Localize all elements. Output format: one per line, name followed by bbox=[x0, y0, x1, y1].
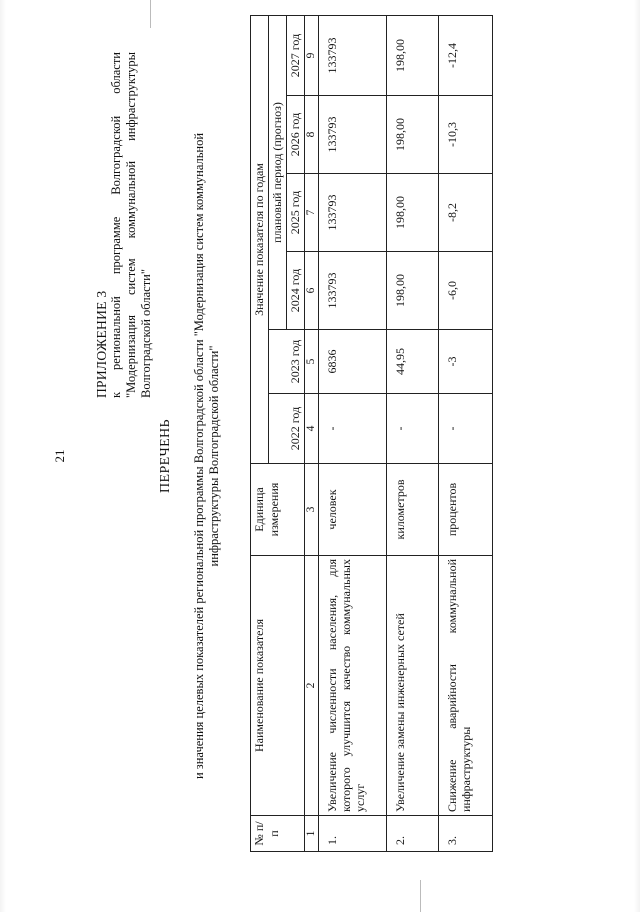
row-value-2026: 198,00 bbox=[387, 96, 439, 174]
row-value-2027: 133793 bbox=[319, 15, 387, 95]
column-number: 2 bbox=[305, 556, 319, 816]
subheading-line-2: инфраструктуры Волгоградской области" bbox=[207, 345, 221, 567]
header-unit: Единица измерения bbox=[251, 464, 305, 556]
appendix-line-1: к региональной программе Волгоградской области bbox=[109, 52, 123, 398]
row-unit: километров bbox=[387, 464, 439, 556]
row-value-2022: - bbox=[387, 394, 439, 464]
column-number: 6 bbox=[305, 252, 319, 330]
header-year-2026: 2026 год bbox=[287, 96, 305, 174]
row-value-2027: -12,4 bbox=[439, 15, 493, 95]
table-row bbox=[387, 15, 439, 851]
row-value-2024: 198,00 bbox=[387, 252, 439, 330]
header-year-2027: 2027 год bbox=[287, 15, 305, 95]
column-number: 5 bbox=[305, 330, 319, 394]
appendix-line-3: Волгоградской области" bbox=[139, 269, 153, 398]
header-name: Наименование показателя bbox=[251, 556, 305, 816]
row-value-2023: 44,95 bbox=[387, 330, 439, 394]
table-row bbox=[319, 15, 387, 851]
row-unit: процентов bbox=[439, 464, 493, 556]
column-number: 4 bbox=[305, 394, 319, 464]
row-value-2026: -10,3 bbox=[439, 96, 493, 174]
header-planning-period: плановый период (прогноз) bbox=[269, 15, 287, 329]
row-value-2024: 133793 bbox=[319, 252, 387, 330]
row-value-2022: - bbox=[319, 394, 387, 464]
document-heading: ПЕРЕЧЕНЬ bbox=[158, 419, 173, 493]
row-indicator-name: Увеличение численности населения, для которого улучшится качество коммунальных услуг bbox=[319, 556, 387, 816]
row-number: 3. bbox=[439, 816, 493, 852]
column-number: 7 bbox=[305, 174, 319, 252]
header-year-2023: 2023 год bbox=[269, 330, 305, 394]
header-values-by-year: Значение показателя по годам bbox=[251, 15, 269, 463]
row-value-2025: 133793 bbox=[319, 174, 387, 252]
appendix-line-2: "Модернизация систем коммунальной инфраструктуры bbox=[124, 52, 138, 398]
row-value-2026: 133793 bbox=[319, 96, 387, 174]
subheading-line-1: и значения целевых показателей региональной программы Волгоградской области "Модернизация систем коммунальной bbox=[192, 132, 206, 780]
row-indicator-name: Снижение аварийности коммунальной инфраструктуры bbox=[439, 556, 493, 816]
row-value-2027: 198,00 bbox=[387, 15, 439, 95]
table-row bbox=[439, 15, 493, 851]
row-value-2022: - bbox=[439, 394, 493, 464]
row-number: 1. bbox=[319, 816, 387, 852]
page-number: 21 bbox=[52, 449, 67, 463]
document-subheading bbox=[192, 0, 222, 912]
header-year-2024: 2024 год bbox=[287, 252, 305, 330]
indicators-table bbox=[250, 15, 493, 852]
appendix-block bbox=[94, 52, 154, 398]
header-num: № п/п bbox=[251, 816, 305, 852]
column-number: 3 bbox=[305, 464, 319, 556]
row-value-2025: 198,00 bbox=[387, 174, 439, 252]
row-value-2024: -6,0 bbox=[439, 252, 493, 330]
header-year-2022: 2022 год bbox=[269, 394, 305, 464]
column-number: 9 bbox=[305, 15, 319, 95]
row-number: 2. bbox=[387, 816, 439, 852]
header-year-2025: 2025 год bbox=[287, 174, 305, 252]
row-value-2023: 6836 bbox=[319, 330, 387, 394]
appendix-title: ПРИЛОЖЕНИЕ 3 bbox=[94, 290, 109, 398]
column-number: 1 bbox=[305, 816, 319, 852]
row-unit: человек bbox=[319, 464, 387, 556]
row-value-2023: -3 bbox=[439, 330, 493, 394]
column-number: 8 bbox=[305, 96, 319, 174]
column-number-row bbox=[305, 15, 319, 851]
row-indicator-name: Увеличение замены инженерных сетей bbox=[387, 556, 439, 816]
row-value-2025: -8,2 bbox=[439, 174, 493, 252]
